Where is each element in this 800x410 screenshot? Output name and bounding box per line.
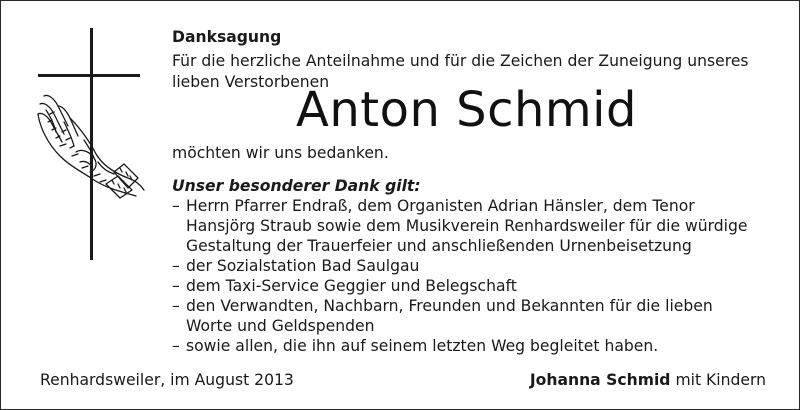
intro-line-1: Für die herzliche Anteilnahme und für die Zeichen der Zuneigung unseres [172,52,749,70]
list-item [172,276,748,296]
place-and-date: Renhardsweiler, im August 2013 [40,371,294,389]
list-item-line: Herrn Pfarrer Endraß, dem Organisten Adrian Hänsler, dem Tenor [186,197,695,215]
list-dash: – [172,197,180,215]
list-item [172,336,748,356]
list-item-line: Gestaltung der Trauerfeier und anschließenden Urnenbeisetzung [186,237,692,255]
list-dash: – [172,297,180,315]
list-item-line: Worte und Geldspenden [186,317,375,335]
list-dash: – [172,277,180,295]
list-item-line: den Verwandten, Nachbarn, Freunden und Bekannten für die lieben [186,297,713,315]
list-item-line: dem Taxi-Service Geggier und Belegschaft [186,277,517,295]
list-item [172,196,748,256]
list-item-line: Hansjörg Straub sowie dem Musikverein Renhardsweiler für die würdige [186,217,748,235]
closing-line: möchten wir uns bedanken. [172,144,389,162]
deceased-name: Anton Schmid [296,82,637,138]
list-item [172,296,748,336]
praying-hands-icon [36,92,146,200]
intro-line-2: lieben Verstorbenen [172,73,330,91]
thanks-list [172,196,748,356]
list-dash: – [172,337,180,355]
list-item [172,256,748,276]
signer-name: Johanna Schmid [529,371,671,389]
list-item-line: sowie allen, die ihn auf seinem letzten Weg begleitet haben. [186,337,659,355]
heading: Danksagung [172,28,282,46]
special-thanks-heading: Unser besonderer Dank gilt: [172,177,421,195]
signer-suffix: mit Kindern [670,371,766,389]
signature [530,370,766,390]
list-dash: – [172,257,180,275]
list-item-line: der Sozialstation Bad Saulgau [186,257,420,275]
